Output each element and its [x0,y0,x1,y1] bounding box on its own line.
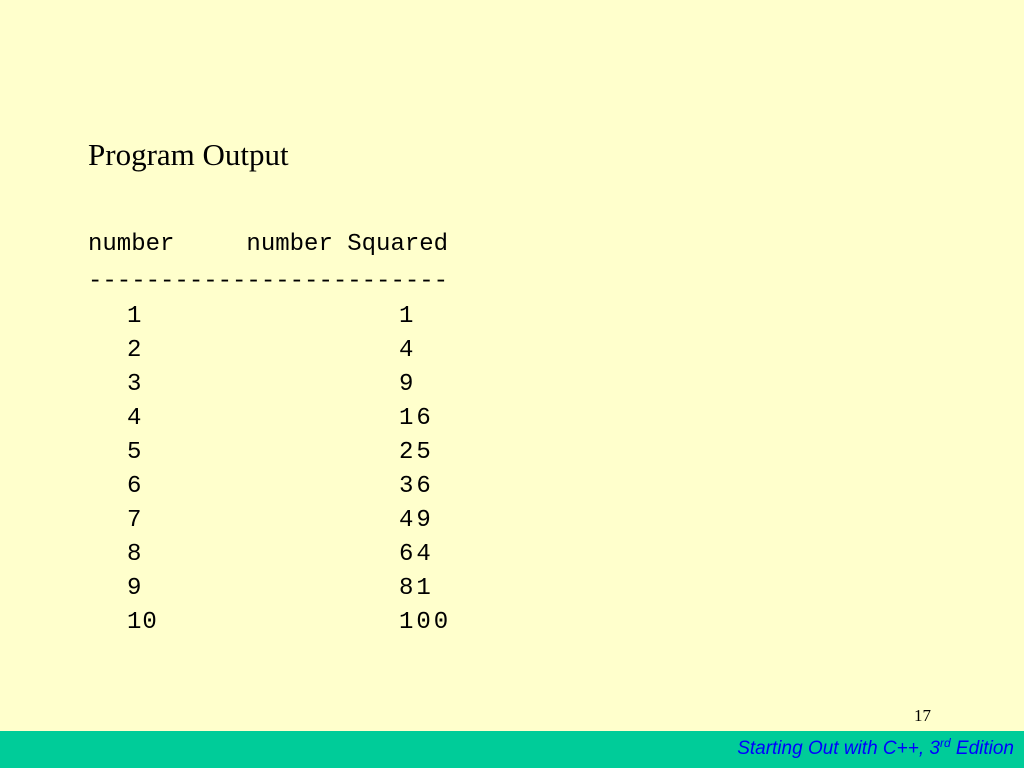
squared-cell: 100 [399,609,452,636]
footer-title-main: Starting Out with C++, 3 [737,738,940,759]
page-number: 17 [914,706,931,725]
number-cell: 2 [127,337,143,364]
squared-cell: 9 [399,371,417,398]
output-row [88,300,448,334]
number-cell: 6 [127,473,143,500]
output-row [88,470,448,504]
output-row [88,402,448,436]
squared-cell: 36 [399,473,434,500]
squared-cell: 1 [399,303,417,330]
output-row [88,606,452,640]
footer-bar [0,731,1024,768]
number-cell: 7 [127,507,143,534]
number-cell: 3 [127,371,143,398]
squared-cell: 25 [399,439,434,466]
output-row [88,368,448,402]
output-divider: ------------------------- [88,268,449,295]
output-row [88,538,448,572]
output-row [88,436,448,470]
footer-book-title [737,738,1014,760]
squared-cell: 64 [399,541,434,568]
number-cell: 4 [127,405,143,432]
footer-title-end: Edition [950,738,1014,759]
output-header: number number Squared [88,231,449,258]
squared-cell: 81 [399,575,434,602]
squared-cell: 16 [399,405,434,432]
number-cell: 9 [127,575,143,602]
squared-cell: 4 [399,337,417,364]
footer-title-superscript: rd [939,736,951,750]
number-cell: 1 [127,303,143,330]
number-cell: 5 [127,439,143,466]
number-cell: 8 [127,541,143,568]
squared-cell: 49 [399,507,434,534]
output-row [88,334,448,368]
output-row [88,504,448,538]
number-cell: 10 [127,609,158,636]
program-output [88,226,452,640]
slide-title: Program Output [88,137,289,172]
output-row [88,572,448,606]
